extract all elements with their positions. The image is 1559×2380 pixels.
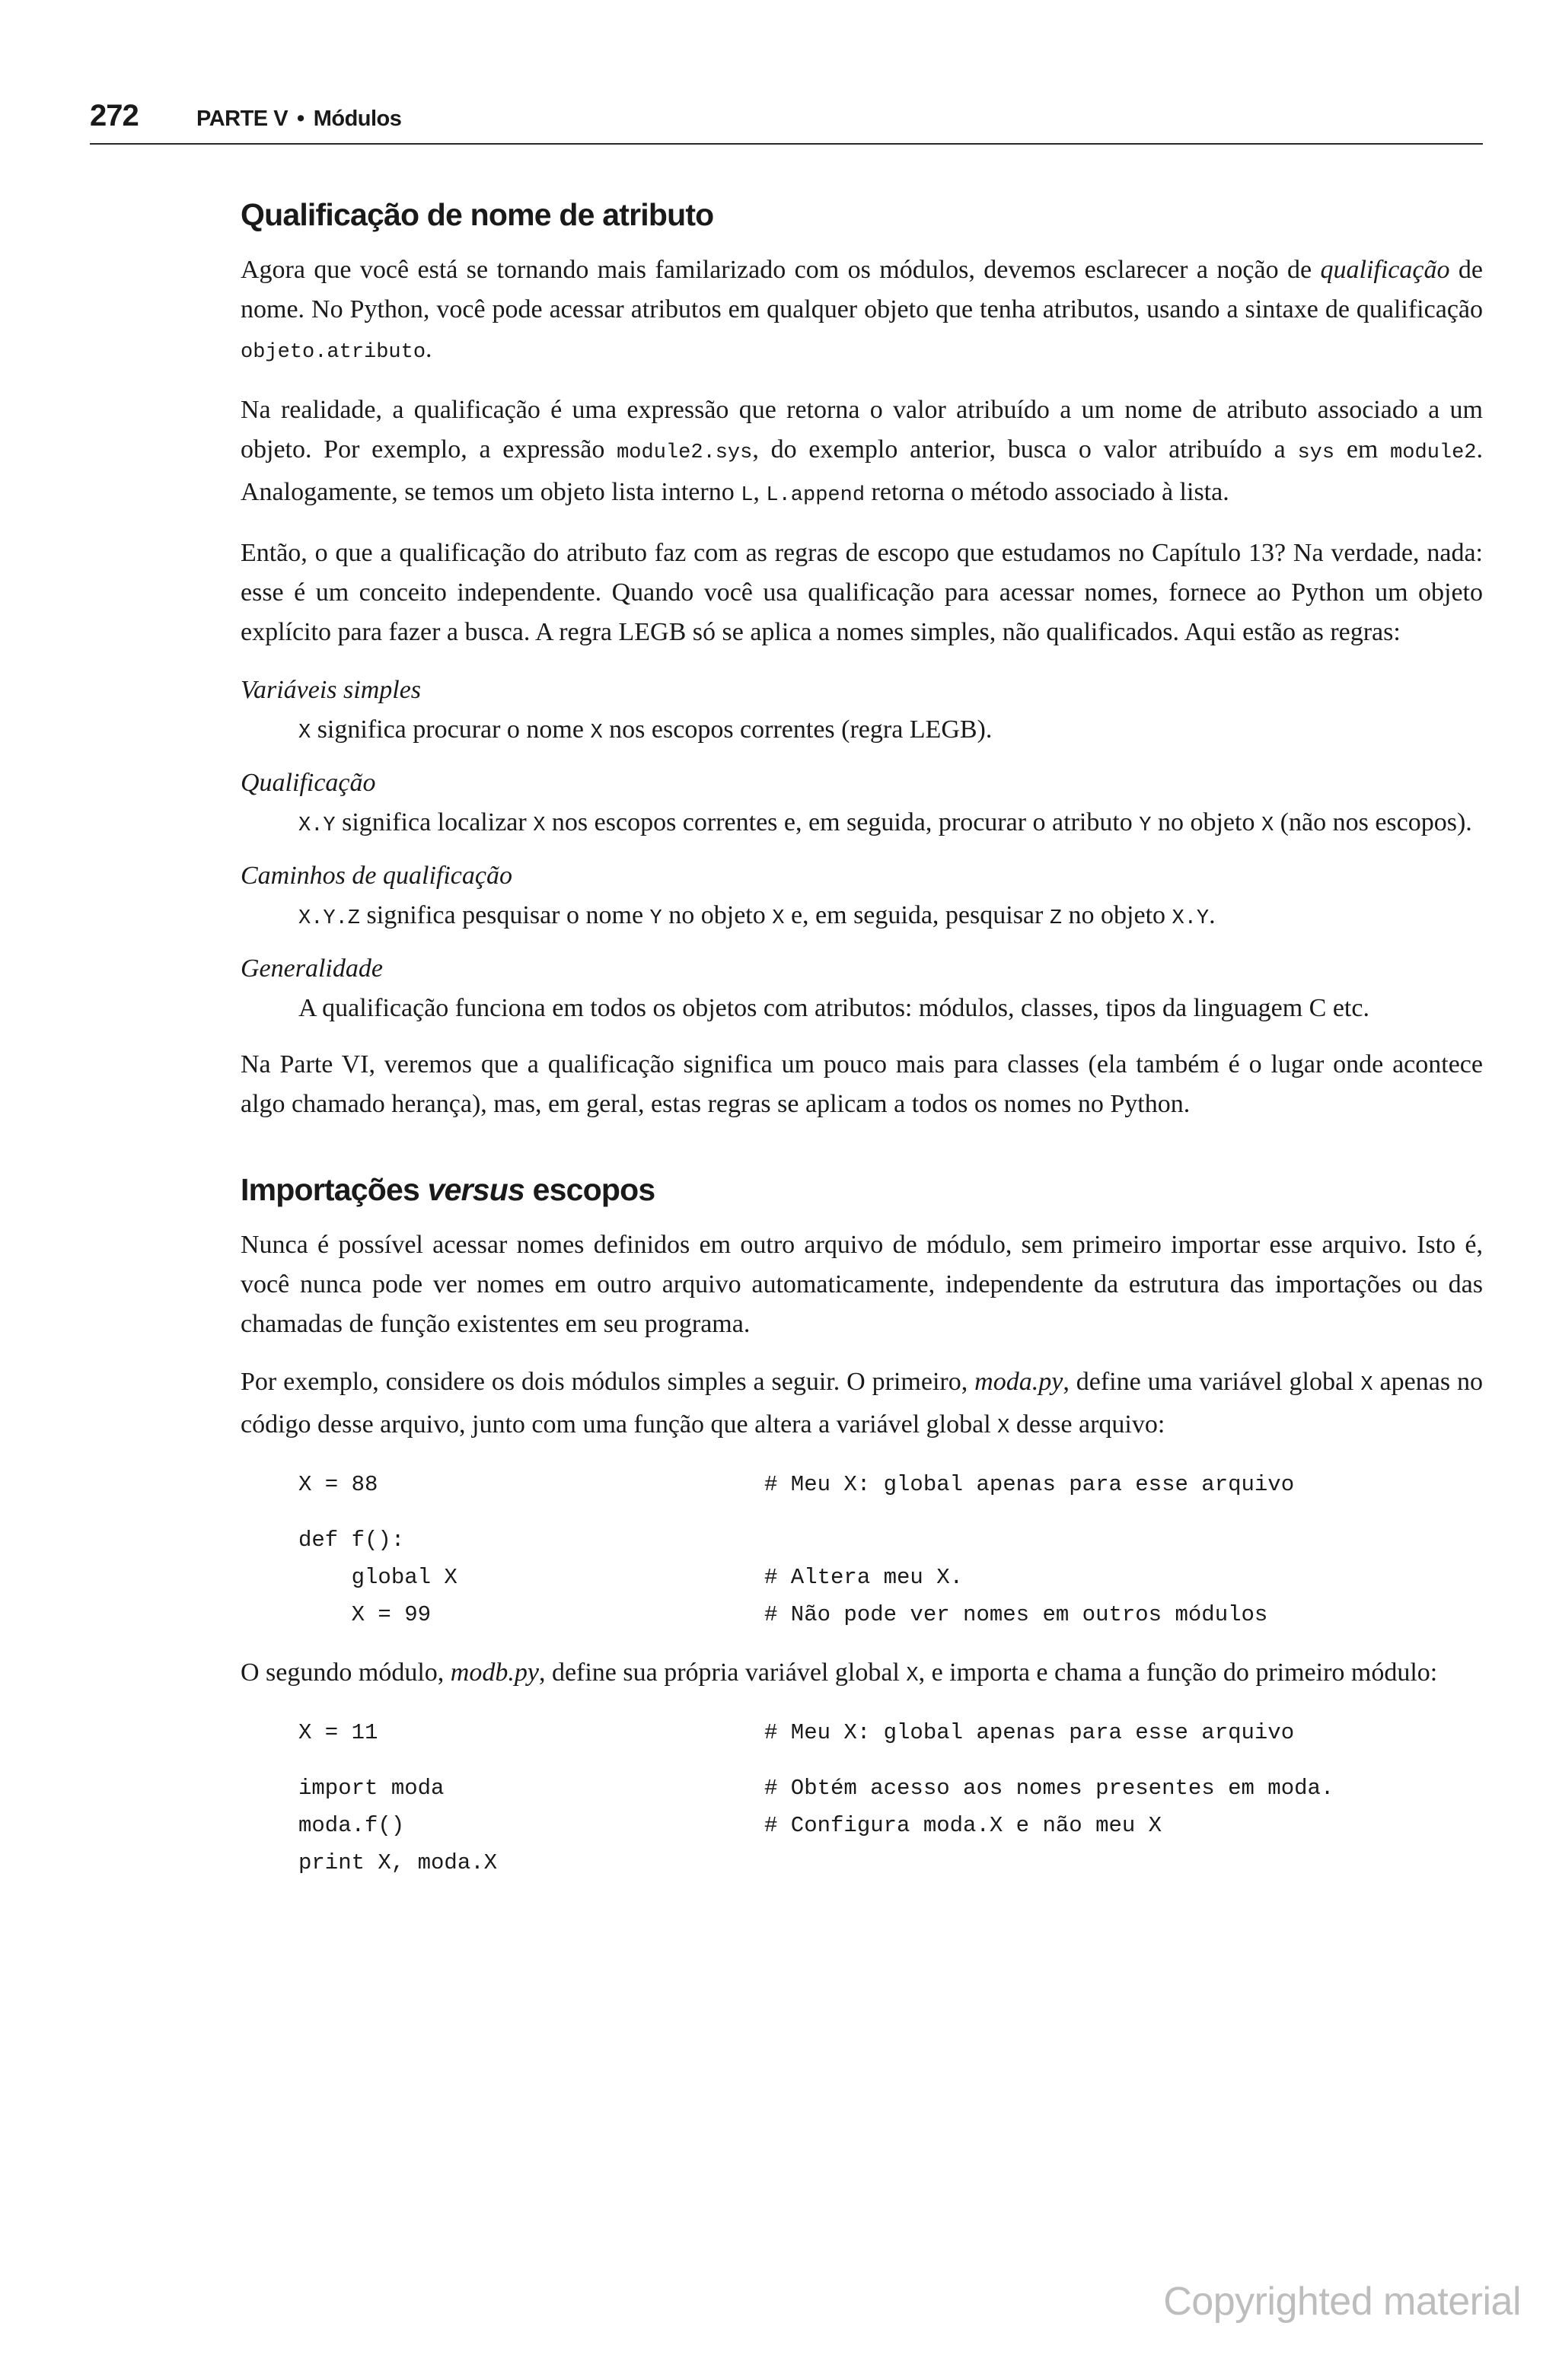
rule-description: A qualificação funciona em todos os objetos com atributos: módulos, classes, tipos da linguagem C etc. bbox=[298, 994, 1369, 1023]
rule-term: Variáveis simples bbox=[241, 676, 422, 705]
paragraph: Por exemplo, considere os dois módulos simples a seguir. O primeiro, moda.py, define uma variável global X apenas no código desse arquivo, junto com uma função que altera a variável global X desse arquivo: bbox=[241, 1368, 1483, 1440]
rule-description: X.Y.Z significa pesquisar o nome Y no objeto X e, em seguida, pesquisar Z no objeto X.Y. bbox=[298, 901, 1216, 931]
bullet-separator: • bbox=[297, 107, 304, 131]
code-line: X = 99 # Não pode ver nomes em outros módulos bbox=[298, 1602, 1268, 1628]
rule-term: Generalidade bbox=[241, 954, 383, 983]
code-line: print X, moda.X bbox=[298, 1850, 498, 1876]
code-line: X = 88 # Meu X: global apenas para esse arquivo bbox=[298, 1472, 1295, 1498]
code-block-modb bbox=[298, 1714, 1483, 1881]
running-head bbox=[90, 97, 1483, 145]
rule-description: X significa procurar o nome X nos escopos correntes (regra LEGB). bbox=[298, 715, 993, 745]
inline-code: L.append bbox=[766, 484, 866, 508]
running-title bbox=[196, 107, 401, 132]
page-number: 272 bbox=[90, 99, 139, 132]
copyright-watermark: Copyrighted material bbox=[1163, 2280, 1521, 2324]
section-title-attribute-qualification: Qualificação de nome de atributo bbox=[241, 197, 714, 232]
inline-code: module2.sys bbox=[617, 441, 753, 465]
paragraph: Na Parte VI, veremos que a qualificação significa um pouco mais para classes (ela também é o lugar onde acontece algo chamado herança), mas, em geral, estas regras se aplicam a todos os nomes no Python. bbox=[241, 1050, 1483, 1119]
code-line: import moda # Obtém acesso aos nomes presentes em moda. bbox=[298, 1776, 1334, 1802]
code-line: global X # Altera meu X. bbox=[298, 1565, 964, 1591]
inline-code: L bbox=[741, 484, 754, 508]
rule-term: Caminhos de qualificação bbox=[241, 862, 512, 891]
paragraph: Agora que você está se tornando mais familarizado com os módulos, devemos esclarecer a noção de qualificação de nome. No Python, você pode acessar atributos em qualquer objeto que tenha atributos, usando a sintaxe de qualificação objeto.atributo. bbox=[241, 256, 1483, 365]
code-line: X = 11 # Meu X: global apenas para esse arquivo bbox=[298, 1720, 1295, 1746]
inline-code: objeto.atributo bbox=[241, 341, 426, 365]
rules-list bbox=[241, 671, 1483, 1028]
paragraph: Então, o que a qualificação do atributo faz com as regras de escopo que estudamos no Capítulo 13? Na verdade, nada: esse é um conceito independente. Quando você usa qualificação para acessar nomes, fornece ao Python um objeto explícito para fazer a busca. A regra LEGB só se aplica a nomes simples, não qualificados. Aqui estão as regras: bbox=[241, 539, 1483, 647]
chapter-label: Módulos bbox=[313, 107, 402, 131]
code-line: moda.f() # Configura moda.X e não meu X bbox=[298, 1813, 1162, 1839]
inline-code: sys bbox=[1297, 441, 1335, 465]
part-label: PARTE V bbox=[196, 107, 289, 131]
inline-code: module2 bbox=[1390, 441, 1477, 465]
paragraph: O segundo módulo, modb.py, define sua própria variável global X, e importa e chama a função do primeiro módulo: bbox=[241, 1658, 1438, 1688]
section-title-imports-vs-scopes: Importações versus escopos bbox=[241, 1172, 655, 1208]
rule-term: Qualificação bbox=[241, 769, 376, 798]
paragraph: Na realidade, a qualificação é uma expressão que retorna o valor atribuído a um nome de atributo associado a um objeto. Por exemplo, a expressão module2.sys, do exemplo anterior, busca o valor atribuído a sys em module2. Analogamente, se temos um objeto lista interno L, L.append retorna o método associado à lista. bbox=[241, 396, 1484, 508]
code-line: def f(): bbox=[298, 1528, 405, 1553]
code-block-moda bbox=[298, 1466, 1483, 1633]
paragraph: Nunca é possível acessar nomes definidos em outro arquivo de módulo, sem primeiro importar esse arquivo. Isto é, você nunca pode ver nomes em outro arquivo automaticamente, independente da estrutura das importações ou das chamadas de função existentes em seu programa. bbox=[241, 1231, 1483, 1339]
page-content bbox=[241, 196, 1483, 1901]
rule-description: X.Y significa localizar X nos escopos correntes e, em seguida, procurar o atributo Y no objeto X (não nos escopos). bbox=[298, 808, 1472, 838]
